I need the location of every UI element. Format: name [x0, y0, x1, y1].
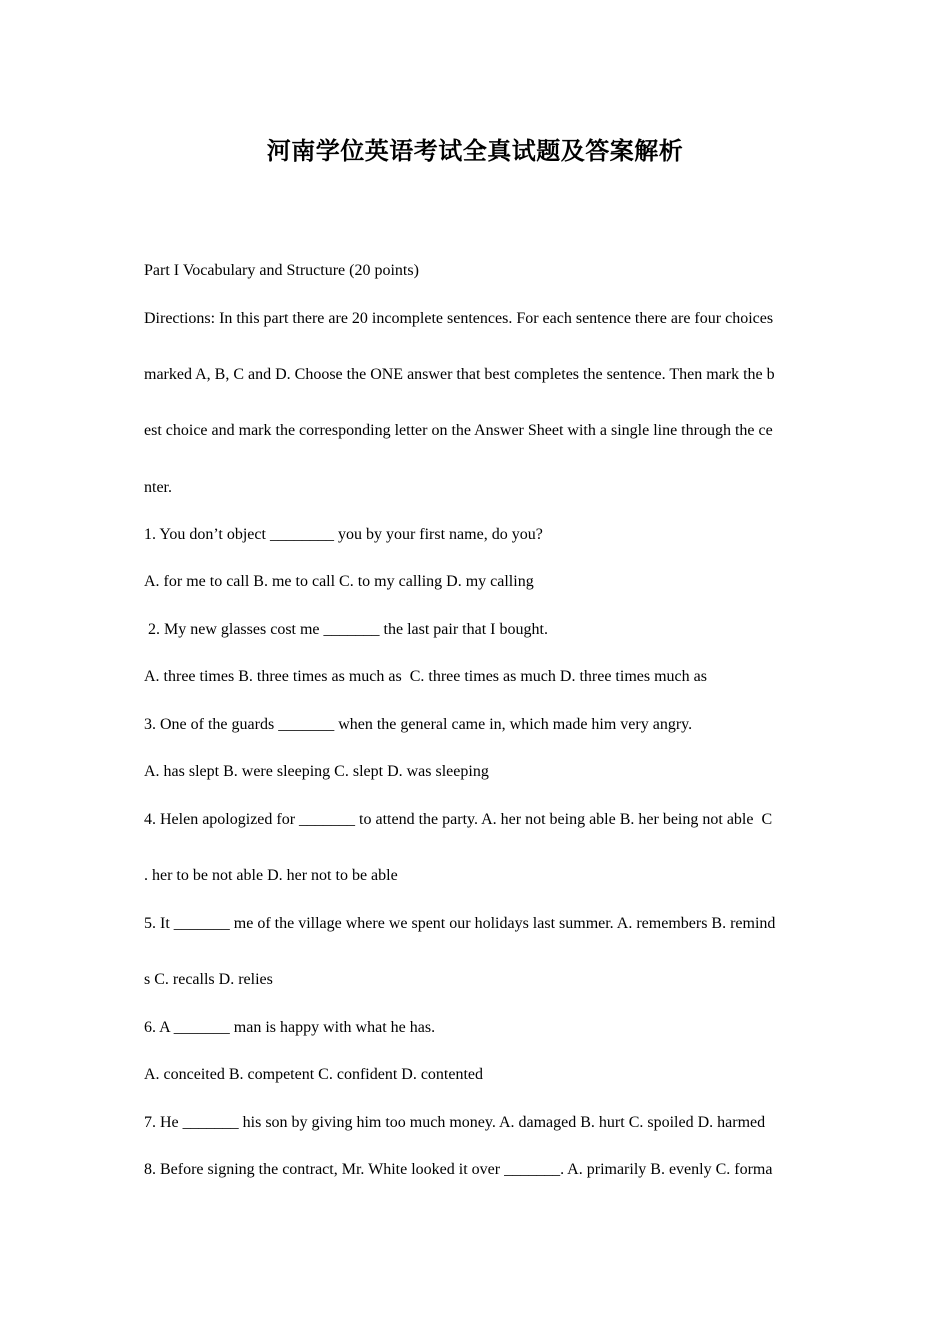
question-line: 1. You don’t object ________ you by your first name, do you?: [144, 526, 543, 543]
directions-line: Directions: In this part there are 20 incomplete sentences. For each sentence there are four choices: [144, 310, 774, 327]
question-line: 7. He _______ his son by giving him too much money. A. damaged B. hurt C. spoiled D. harmed: [144, 1114, 766, 1131]
choices-line: A. conceited B. competent C. confident D. contented: [144, 1066, 484, 1083]
directions-line: est choice and mark the corresponding letter on the Answer Sheet with a single line through the ce: [144, 422, 773, 439]
choices-line: A. for me to call B. me to call C. to my calling D. my calling: [144, 573, 534, 590]
question-line: 4. Helen apologized for _______ to attend the party. A. her not being able B. her being not able C: [144, 811, 773, 828]
question-line: 5. It _______ me of the village where we spent our holidays last summer. A. remembers B. remind: [144, 915, 776, 932]
section-heading: Part I Vocabulary and Structure (20 points): [144, 262, 419, 279]
page-title: 河南学位英语考试全真试题及答案解析: [266, 136, 684, 165]
question-line: 3. One of the guards _______ when the general came in, which made him very angry.: [144, 716, 693, 733]
choices-line: s C. recalls D. relies: [144, 971, 273, 988]
directions-line: nter.: [144, 479, 172, 496]
question-line: 6. A _______ man is happy with what he has.: [144, 1019, 436, 1036]
choices-line: . her to be not able D. her not to be able: [144, 867, 398, 884]
question-line: 2. My new glasses cost me _______ the last pair that I bought.: [144, 621, 548, 638]
choices-line: A. three times B. three times as much as C. three times as much D. three times much as: [144, 668, 707, 685]
choices-line: A. has slept B. were sleeping C. slept D. was sleeping: [144, 763, 489, 780]
directions-line: marked A, B, C and D. Choose the ONE answer that best completes the sentence. Then mark the b: [144, 366, 775, 383]
question-line: 8. Before signing the contract, Mr. White looked it over _______. A. primarily B. evenly C. forma: [144, 1161, 773, 1178]
